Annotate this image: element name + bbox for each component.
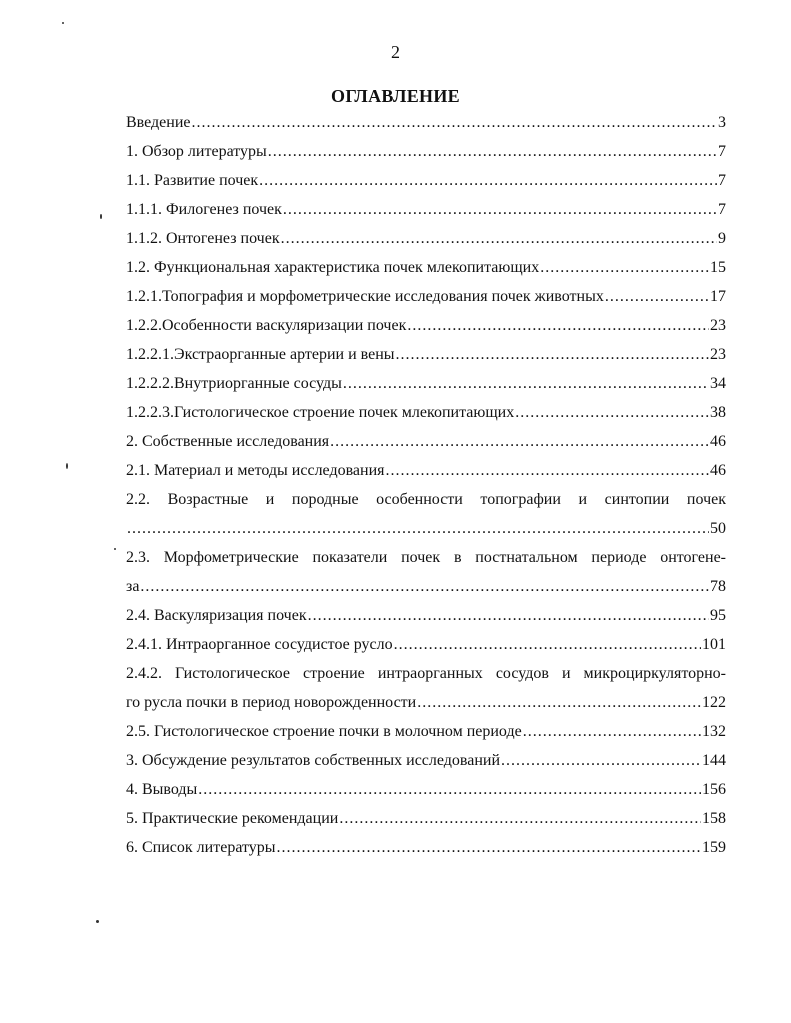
dot-leader bbox=[140, 578, 709, 596]
toc-entry-page: 95 bbox=[710, 607, 726, 624]
dot-leader bbox=[343, 375, 709, 393]
toc-entry-label: 2. Собственные исследования bbox=[126, 433, 330, 450]
toc-entry-label: за bbox=[126, 578, 140, 595]
toc-entry-2-5[interactable] bbox=[126, 723, 726, 752]
toc-entry-1-1[interactable] bbox=[126, 172, 726, 201]
dot-leader bbox=[268, 143, 717, 161]
toc-entry-label: 1.1.2. Онтогенез почек bbox=[126, 230, 280, 247]
toc-entry-page: 7 bbox=[718, 201, 726, 218]
toc-entry-label: 1.2.2.1.Экстраорганные артерии и вены bbox=[126, 346, 395, 363]
toc-title: ОГЛАВЛЕНИЕ bbox=[331, 86, 460, 106]
scan-speck bbox=[96, 920, 99, 923]
scan-speck bbox=[62, 22, 64, 24]
toc-entry-3[interactable] bbox=[126, 752, 726, 781]
toc-entry-introduction[interactable] bbox=[126, 114, 726, 143]
toc-entry-1-2-1[interactable] bbox=[126, 288, 726, 317]
toc-entry-page: 7 bbox=[718, 172, 726, 189]
toc-entry-1-1-1[interactable] bbox=[126, 201, 726, 230]
toc-entry-label: 4. Выводы bbox=[126, 781, 198, 798]
toc-entry-label: 1.2.2.3.Гистологическое строение почек млекопитающих bbox=[126, 404, 515, 421]
dot-leader bbox=[198, 781, 701, 799]
toc-entry-page: 3 bbox=[718, 114, 726, 131]
toc-entry-page: 7 bbox=[718, 143, 726, 160]
dot-leader bbox=[417, 694, 701, 712]
dot-leader bbox=[277, 839, 701, 857]
toc-entry-label: 1.1. Развитие почек bbox=[126, 172, 259, 189]
toc-entry-page: 144 bbox=[702, 752, 726, 769]
toc-entry-2-4-2-line1[interactable]: 2.4.2. Гистологическое строение интраорганных сосудов и микроциркуляторно- bbox=[126, 665, 726, 682]
toc-entry-label: 2.5. Гистологическое строение почки в молочном периоде bbox=[126, 723, 522, 740]
toc-entry-1[interactable] bbox=[126, 143, 726, 172]
dot-leader bbox=[339, 810, 701, 828]
toc-entry-page: 101 bbox=[702, 636, 726, 653]
toc-entry-label: Введение bbox=[126, 114, 191, 131]
toc-entry-1-2-2-1[interactable] bbox=[126, 346, 726, 375]
toc-entry-label: 2.1. Материал и методы исследования bbox=[126, 462, 385, 479]
dot-leader bbox=[523, 723, 701, 741]
toc-entry-label: 1.2.2.Особенности васкуляризации почек bbox=[126, 317, 407, 334]
dot-leader bbox=[515, 404, 709, 422]
scan-speck bbox=[100, 214, 102, 219]
toc-entry-label: 1.2.2.2.Внутриорганные сосуды bbox=[126, 375, 342, 392]
toc-entry-page: 132 bbox=[702, 723, 726, 740]
toc-entry-2-4-1[interactable] bbox=[126, 636, 726, 665]
toc-entry-page: 78 bbox=[710, 578, 726, 595]
dot-leader bbox=[407, 317, 709, 335]
toc-entry-page: 9 bbox=[718, 230, 726, 247]
dot-leader bbox=[308, 607, 709, 625]
toc-entry-page: 46 bbox=[710, 462, 726, 479]
toc-entry-2[interactable] bbox=[126, 433, 726, 462]
toc-entry-1-1-2[interactable] bbox=[126, 230, 726, 259]
dot-leader bbox=[386, 462, 709, 480]
toc-entry-label: 3. Обсуждение результатов собственных исследований bbox=[126, 752, 501, 769]
toc-entry-label: 6. Список литературы bbox=[126, 839, 276, 856]
toc-entry-page: 46 bbox=[710, 433, 726, 450]
toc-entry-label: го русла почки в период новорожденности bbox=[126, 694, 417, 711]
toc-entry-page: 23 bbox=[710, 346, 726, 363]
toc-entry-label: 2.4.1. Интраорганное сосудистое русло bbox=[126, 636, 393, 653]
toc-entry-label: 1.2.1.Топография и морфометрические исследования почек животных bbox=[126, 288, 604, 305]
toc-entry-page: 17 bbox=[710, 288, 726, 305]
dot-leader bbox=[540, 259, 709, 277]
toc-entry-page: 23 bbox=[710, 317, 726, 334]
toc-entry-6[interactable] bbox=[126, 839, 726, 868]
toc-entry-2-3-line2[interactable] bbox=[126, 578, 726, 607]
dot-leader bbox=[330, 433, 709, 451]
dot-leader bbox=[394, 636, 701, 654]
toc-entry-page: 159 bbox=[702, 839, 726, 856]
dot-leader bbox=[259, 172, 717, 190]
dot-leader bbox=[281, 230, 717, 248]
toc-entry-1-2-2[interactable] bbox=[126, 317, 726, 346]
scan-speck bbox=[114, 548, 116, 550]
toc-entry-label: 1.2. Функциональная характеристика почек млекопитающих bbox=[126, 259, 540, 276]
toc-entry-label: 5. Практические рекомендации bbox=[126, 810, 339, 827]
toc-entry-2-2-line2[interactable] bbox=[126, 520, 726, 549]
toc-entry-page: 38 bbox=[710, 404, 726, 421]
toc-entry-page: 156 bbox=[702, 781, 726, 798]
toc-entry-label: 2.4. Васкуляризация почек bbox=[126, 607, 307, 624]
dot-leader bbox=[127, 520, 709, 538]
dot-leader bbox=[283, 201, 717, 219]
toc-entry-page: 34 bbox=[710, 375, 726, 392]
toc-entry-page: 122 bbox=[702, 694, 726, 711]
toc-entry-page: 158 bbox=[702, 810, 726, 827]
toc-entry-1-2-2-2[interactable] bbox=[126, 375, 726, 404]
toc-entry-4[interactable] bbox=[126, 781, 726, 810]
toc-entry-2-1[interactable] bbox=[126, 462, 726, 491]
toc-entry-page: 50 bbox=[710, 520, 726, 537]
toc-entry-5[interactable] bbox=[126, 810, 726, 839]
toc-entry-label: 1.1.1. Филогенез почек bbox=[126, 201, 282, 218]
table-of-contents bbox=[126, 114, 726, 868]
toc-entry-page: 15 bbox=[710, 259, 726, 276]
dot-leader bbox=[501, 752, 701, 770]
toc-entry-1-2[interactable] bbox=[126, 259, 726, 288]
dot-leader bbox=[605, 288, 709, 306]
toc-entry-label: 1. Обзор литературы bbox=[126, 143, 267, 160]
toc-entry-1-2-2-3[interactable] bbox=[126, 404, 726, 433]
page-number: 2 bbox=[391, 42, 400, 62]
toc-entry-2-4-2-line2[interactable] bbox=[126, 694, 726, 723]
toc-entry-2-2-line1[interactable]: 2.2. Возрастные и породные особенности топографии и синтопии почек bbox=[126, 491, 726, 508]
dot-leader bbox=[192, 114, 718, 132]
dot-leader bbox=[396, 346, 709, 364]
scan-speck bbox=[66, 463, 68, 469]
toc-entry-2-3-line1[interactable]: 2.3. Морфометрические показатели почек в постнатальном периоде онтогене- bbox=[126, 549, 726, 566]
toc-entry-2-4[interactable] bbox=[126, 607, 726, 636]
